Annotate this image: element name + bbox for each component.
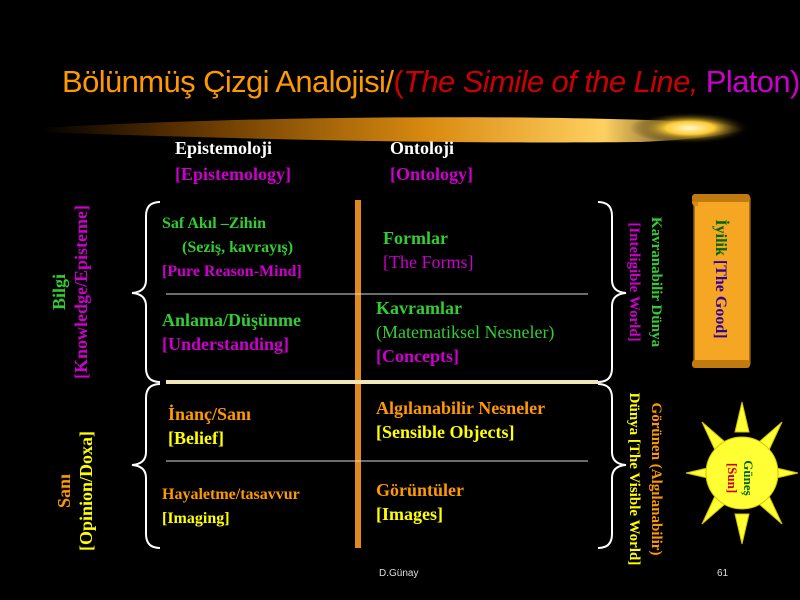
visible-world-tr: Görünen (Algılanabilir) bbox=[648, 402, 664, 556]
visible-world-label bbox=[623, 374, 667, 584]
images-en: [Images] bbox=[376, 504, 443, 524]
epistemology-header-en: [Epistemology] bbox=[175, 164, 291, 184]
left-brace-upper bbox=[132, 202, 160, 382]
cell-forms bbox=[383, 226, 473, 274]
right-brace-lower bbox=[598, 384, 626, 548]
concepts-sub: (Matematiksel Nesneler) bbox=[376, 322, 555, 342]
concepts-tr: Kavramlar bbox=[376, 298, 462, 318]
knowledge-episteme-label: [Knowledge/Episteme] bbox=[71, 205, 91, 379]
cell-concepts bbox=[376, 296, 554, 368]
sun-label bbox=[724, 428, 756, 528]
intelligible-world-label bbox=[623, 192, 667, 372]
main-horizontal-divider bbox=[166, 380, 598, 384]
good-label bbox=[711, 199, 729, 359]
sun-en: [Sun] bbox=[725, 462, 740, 494]
good-tr: İyilik bbox=[712, 219, 729, 256]
pure-reason-en: [Pure Reason-Mind] bbox=[162, 263, 302, 280]
left-brace-lower bbox=[132, 384, 160, 548]
sani-label: Sanı bbox=[54, 473, 74, 509]
understanding-tr: Anlama/Düşünme bbox=[162, 310, 302, 330]
cell-imaging bbox=[162, 483, 300, 531]
belief-tr: İnanç/Sanı bbox=[168, 404, 252, 424]
forms-tr: Formlar bbox=[383, 228, 448, 248]
vertical-divider bbox=[355, 200, 361, 548]
cell-images bbox=[376, 478, 464, 526]
pure-reason-tr: Saf Akıl –Zihin bbox=[162, 215, 267, 232]
bilgi-label: Bilgi bbox=[49, 274, 69, 311]
title-turkish: Bölünmüş Çizgi Analojisi/ bbox=[62, 64, 394, 99]
intelligible-world-en: [Inteligible World] bbox=[626, 222, 642, 342]
title-platon: Platon) bbox=[697, 64, 800, 99]
understanding-en: [Understanding] bbox=[162, 334, 290, 354]
visible-world-en: Dünya [The Visible World] bbox=[626, 392, 642, 566]
sensible-objects-en: [Sensible Objects] bbox=[376, 422, 515, 442]
epistemology-header-tr: Epistemoloji bbox=[175, 138, 272, 158]
intelligible-world-tr: Kavranabilir Dünya bbox=[648, 216, 664, 348]
right-brace-upper bbox=[598, 202, 626, 382]
good-en: [The Good] bbox=[712, 259, 729, 339]
imaging-en: [Imaging] bbox=[162, 510, 230, 527]
title-paren: ( bbox=[393, 64, 404, 99]
concepts-en: [Concepts] bbox=[376, 346, 459, 366]
footer-author: D.Günay bbox=[379, 568, 419, 579]
page-number: 61 bbox=[717, 568, 729, 579]
pure-reason-sub: (Seziş, kavrayış) bbox=[182, 239, 294, 256]
title-english: The Simile of the Line, bbox=[403, 64, 698, 99]
images-tr: Görüntüler bbox=[376, 480, 464, 500]
sun-tr: Güneş bbox=[741, 460, 756, 496]
cell-understanding bbox=[162, 308, 301, 356]
opinion-doxa-label: [Opinion/Doxa] bbox=[76, 430, 96, 552]
cell-pure-reason bbox=[162, 212, 302, 284]
forms-en: [The Forms] bbox=[383, 252, 474, 272]
ontology-header-tr: Ontoloji bbox=[390, 138, 455, 158]
ontology-header-en: [Ontology] bbox=[390, 164, 473, 184]
cell-sensible-objects bbox=[376, 396, 545, 444]
sensible-objects-tr: Algılanabilir Nesneler bbox=[376, 398, 546, 418]
imaging-tr: Hayaletme/tasavvur bbox=[162, 486, 300, 503]
cell-belief bbox=[168, 402, 251, 450]
belief-en: [Belief] bbox=[168, 428, 224, 448]
